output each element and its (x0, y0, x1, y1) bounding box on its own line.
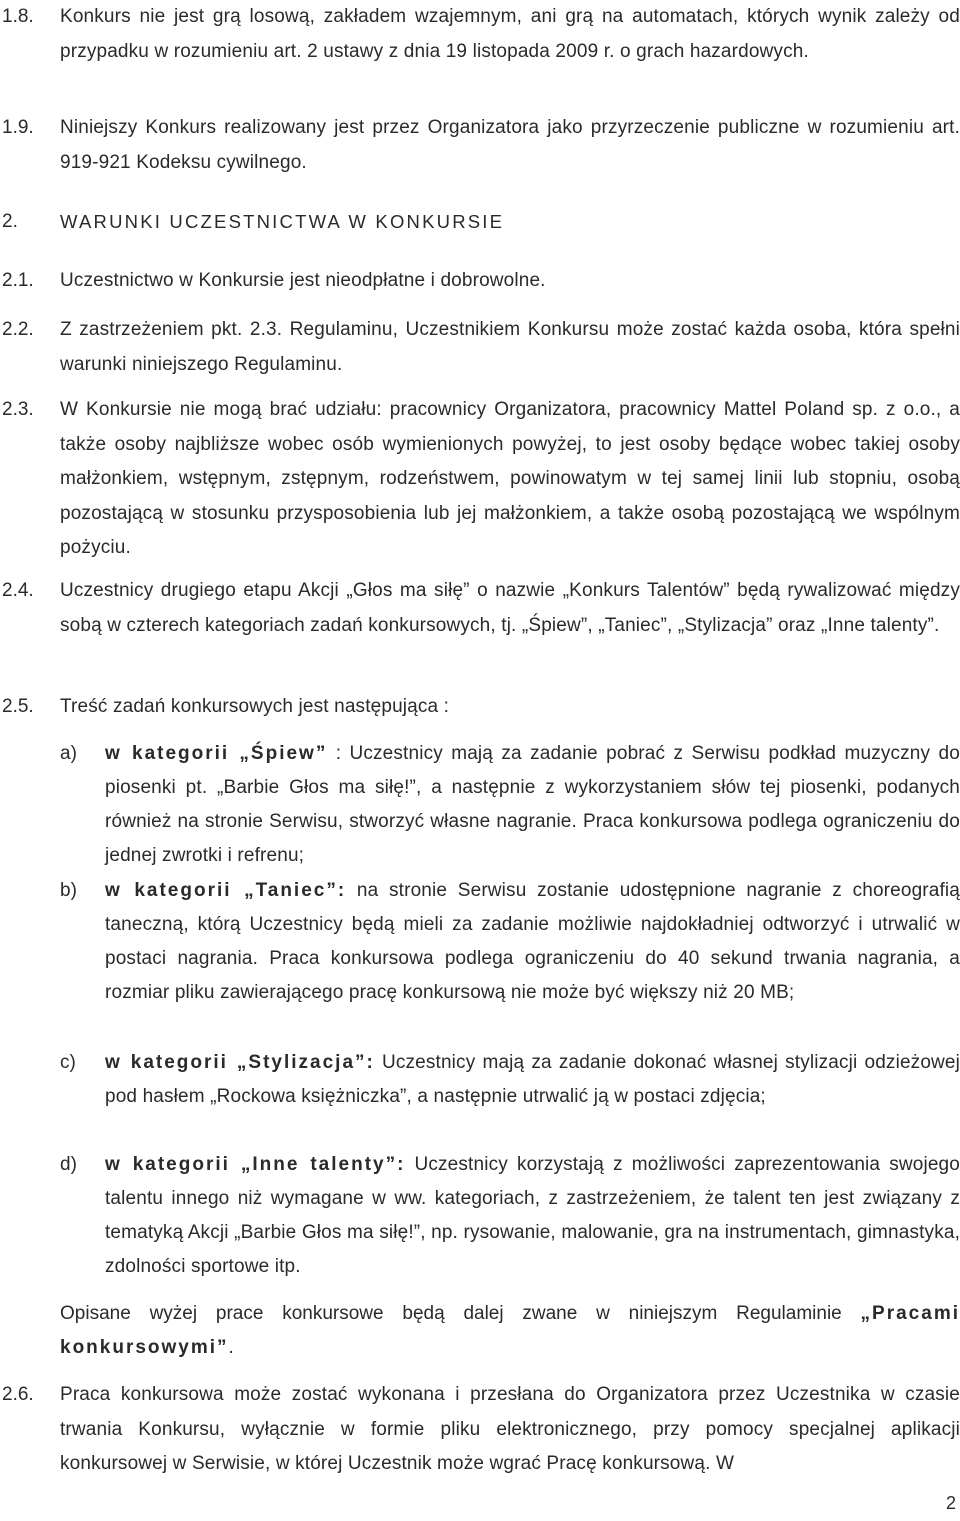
paragraph-text: Treść zadań konkursowych jest następująca : (60, 696, 450, 717)
closing-paragraph (60, 1297, 960, 1365)
list-item-text (105, 1148, 960, 1284)
paragraph-text: Uczestnicy drugiego etapu Akcji „Głos ma siłę” o nazwie „Konkurs Talentów” będą rywalizować między sobą w czterech kategoriach zadań konkursowych, tj. „Śpiew”, „Taniec”, „Stylizacja” oraz „Inne talenty”. (60, 580, 960, 636)
section-number: 2. (2, 211, 18, 232)
closing-text: Opisane wyżej prace konkursowe będą dalej zwane w niniejszym Regulaminie (60, 1303, 861, 1324)
category-name: w kategorii „Śpiew” (105, 743, 328, 764)
paragraph-number: 1.9. (2, 117, 34, 138)
defined-term: „Pracami konkursowymi” (60, 1303, 960, 1358)
category-description: na stronie Serwisu zostanie udostępnione nagranie z choreografią taneczną, którą Uczestnicy będą mieli za zadanie możliwie najdokładniej odtworzyć i utrwalić w postaci nagrania. Praca konkursowa podlega ograniczeniu do 40 sekund trwania nagrania, a rozmiar pliku zawierającego pracę konkursową nie może być większy niż 20 MB; (105, 880, 960, 1003)
category-description: : Uczestnicy mają za zadanie pobrać z Serwisu podkład muzyczny do piosenki pt. „Barbie Głos ma siłę!”, a następnie z wykorzystaniem słów tej piosenki, podanych również na stronie Serwisu, stworzyć własne nagranie. Praca konkursowa podlega ograniczeniu do jednej zwrotki i refrenu; (105, 743, 960, 866)
list-item-letter: a) (60, 743, 77, 764)
category-name: w kategorii „Taniec”: (105, 880, 347, 901)
paragraph-number: 2.4. (2, 580, 34, 601)
category-description: Uczestnicy mają za zadanie dokonać własnej stylizacji odzieżowej pod hasłem „Rockowa księżniczka”, a następnie utrwalić ją w postaci zdjęcia; (105, 1052, 960, 1107)
list-item-letter: d) (60, 1154, 77, 1175)
paragraph-number: 1.8. (2, 6, 34, 27)
category-name: w kategorii „Inne talenty”: (105, 1154, 406, 1175)
category-description: Uczestnicy korzystają z możliwości zaprezentowania swojego talentu innego niż wymagane w ww. kategoriach, z zastrzeżeniem, że talent ten jest związany z tematyką Akcji „Barbie Głos ma siłę!”, np. rysowanie, malowanie, gra na instrumentach, gimnastyka, zdolności sportowe itp. (105, 1154, 960, 1277)
list-item-text (105, 1046, 960, 1114)
paragraph-number: 2.1. (2, 270, 34, 291)
paragraph-number: 2.5. (2, 696, 34, 717)
list-item-letter: c) (60, 1052, 76, 1073)
paragraph-text: Uczestnictwo w Konkursie jest nieodpłatne i dobrowolne. (60, 270, 546, 291)
category-name: w kategorii „Stylizacja”: (105, 1052, 375, 1073)
page-number: 2 (945, 1493, 956, 1513)
paragraph-text: Konkurs nie jest grą losową, zakładem wzajemnym, ani grą na automatach, których wynik zależy od przypadku w rozumieniu art. 2 ustawy z dnia 19 listopada 2009 r. o grach hazardowych. (60, 6, 960, 62)
paragraph-text: W Konkursie nie mogą brać udziału: pracownicy Organizatora, pracownicy Mattel Poland sp. z o.o., a także osoby najbliższe wobec osób wymienionych powyżej, to jest osoby będące wobec takiej osoby małżonkiem, wstępnym, zstępnym, rodzeństwem, powinowatym w tej samej linii lub stopniu, osobą pozostającą w stosunku przysposobienia lub jej małżonkiem, a także osobą pozostającą we wspólnym pożyciu. (60, 399, 960, 558)
list-item-text (105, 737, 960, 873)
closing-period: . (228, 1337, 234, 1358)
paragraph-text: Niniejszy Konkurs realizowany jest przez Organizatora jako przyrzeczenie publiczne w rozumieniu art. 919-921 Kodeksu cywilnego. (60, 117, 960, 173)
paragraph-number: 2.3. (2, 399, 34, 420)
list-item-letter: b) (60, 880, 77, 901)
list-item-text (105, 874, 960, 1010)
section-title: WARUNKI UCZESTNICTWA W KONKURSIE (60, 211, 505, 232)
paragraph-number: 2.6. (2, 1384, 34, 1405)
paragraph-number: 2.2. (2, 319, 34, 340)
paragraph-text: Z zastrzeżeniem pkt. 2.3. Regulaminu, Uczestnikiem Konkursu może zostać każda osoba, która spełni warunki niniejszego Regulaminu. (60, 319, 960, 375)
paragraph-text: Praca konkursowa może zostać wykonana i przesłana do Organizatora przez Uczestnika w czasie trwania Konkursu, wyłącznie w formie pliku elektronicznego, przy pomocy specjalnej aplikacji konkursowej w Serwisie, w której Uczestnik może wgrać Pracę konkursową. W (60, 1384, 960, 1474)
